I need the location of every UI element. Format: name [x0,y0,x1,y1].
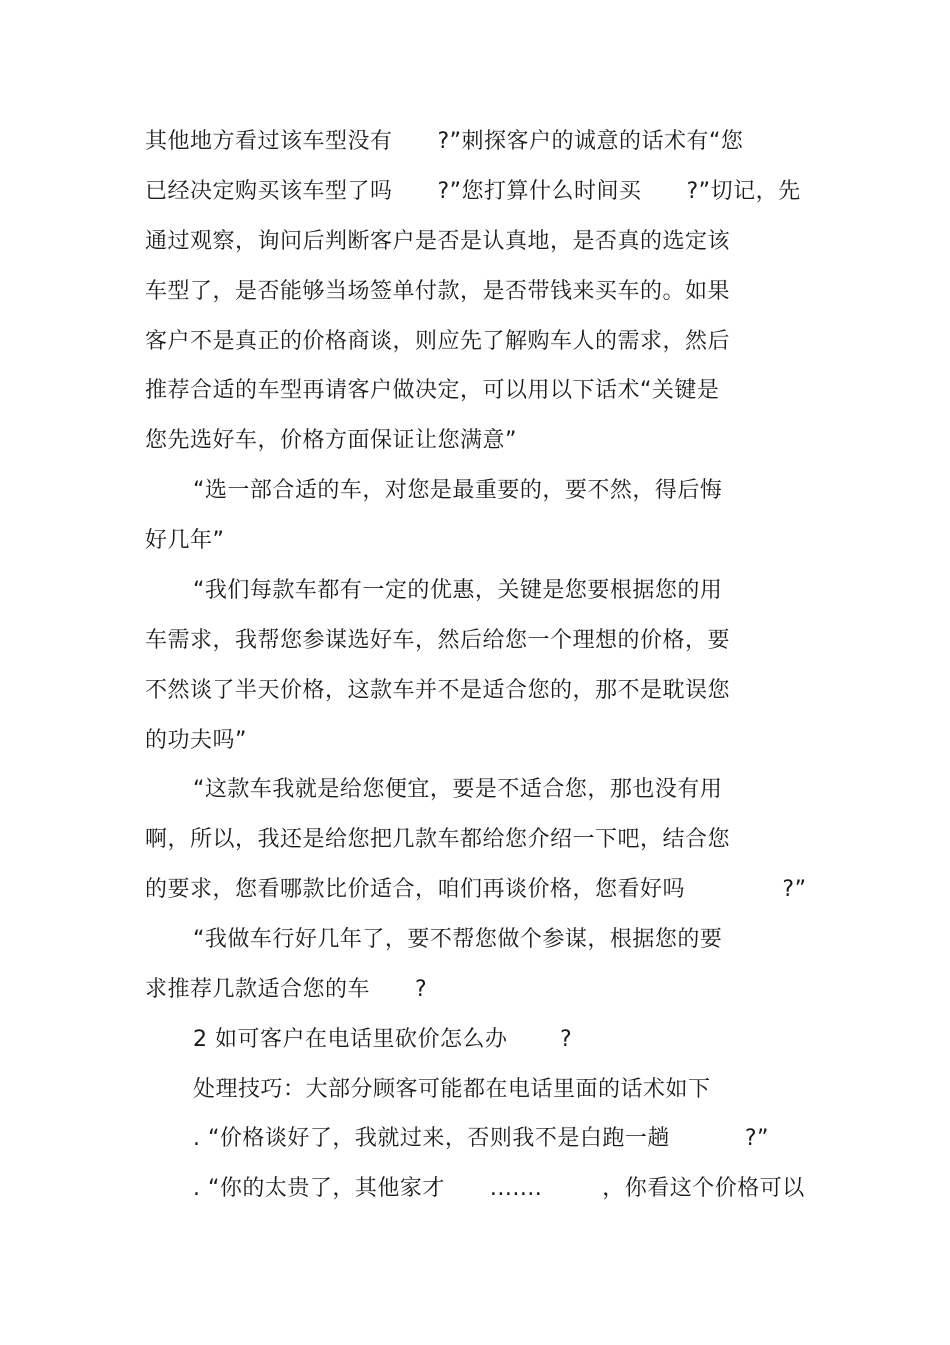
text-line: 您先选好车，价格方面保证让您满意” [145,428,517,453]
text-line: . “你的太贵了，其他家才 ....... ，你看这个价格可以 [193,1176,805,1201]
text-line: 车型了，是否能够当场签单付款，是否带钱来买车的。如果 [145,279,731,304]
text-line: 求推荐几款适合您的车 ? [145,977,428,1002]
text-line: 通过观察，询问后判断客户是否是认真地，是否真的选定该 [145,229,731,254]
text-line: 客户不是真正的价格商谈，则应先了解购车人的需求，然后 [145,329,731,354]
text-line: 车需求，我帮您参谋选好车，然后给您一个理想的价格，要 [145,628,731,653]
text-line: 处理技巧：大部分顾客可能都在电话里面的话术如下 [193,1077,711,1102]
text-line: 已经决定购买该车型了吗 ?”您打算什么时间买 ?”切记，先 [145,179,801,204]
text-line: 2 如可客户在电话里砍价怎么办 ? [193,1027,573,1052]
text-line: “这款车我就是给您便宜，要是不适合您，那也没有用 [193,777,723,802]
text-line: 其他地方看过该车型没有 ?”刺探客户的诚意的话术有“您 [145,129,744,154]
text-line: 好几年” [145,528,225,553]
text-line: “我们每款车都有一定的优惠，关键是您要根据您的用 [193,578,723,603]
text-line: 的功夫吗” [145,728,247,753]
text-line: . “价格谈好了，我就过来，否则我不是白跑一趟 ?” [193,1126,769,1151]
text-line: 的要求，您看哪款比价适合，咱们再谈价格，您看好吗 ?” [145,877,807,902]
text-line: 推荐合适的车型再请客户做决定，可以用以下话术“关键是 [145,378,720,403]
text-line: “我做车行好几年了，要不帮您做个参谋，根据您的要 [193,927,723,952]
text-line: 不然谈了半天价格，这款车并不是适合您的，那不是耽误您 [145,678,731,703]
text-line: “选一部合适的车，对您是最重要的，要不然，得后悔 [193,478,723,503]
text-line: 啊，所以，我还是给您把几款车都给您介绍一下吧，结合您 [145,827,731,852]
